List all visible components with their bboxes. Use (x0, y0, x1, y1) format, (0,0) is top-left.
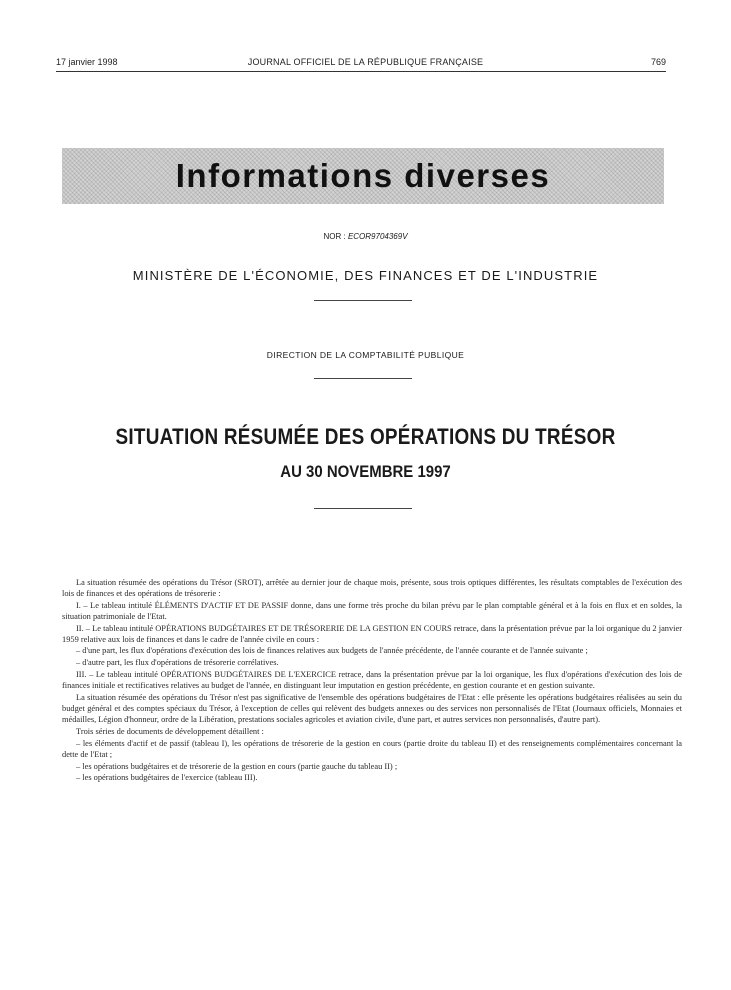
paragraph: Trois séries de documents de développement détaillent : (76, 726, 264, 736)
header-date: 17 janvier 1998 (56, 57, 118, 67)
body-text (62, 578, 682, 785)
nor-reference (0, 232, 731, 241)
document-subtitle: AU 30 NOVEMBRE 1997 (280, 462, 451, 481)
list-item: – d'une part, les flux d'opérations d'exécution des lois de finances relatives aux budgets de l'année précédente, de l'année courante et de l'année suivante ; (76, 646, 588, 656)
nor-label: NOR : (323, 232, 346, 241)
nor-code: ECOR9704369V (347, 232, 408, 241)
list-item: – les opérations budgétaires de l'exercice (tableau III). (76, 773, 258, 783)
header-journal-title: JOURNAL OFFICIEL DE LA RÉPUBLIQUE FRANÇAISE (247, 57, 484, 67)
section-banner-title: Informations diverses (175, 157, 551, 194)
paragraph: I. – Le tableau intitulé ÉLÉMENTS D'ACTIF ET DE PASSIF donne, dans une forme très proche du bilan prévu par le plan comptable général et à la fois en flux et en soldes, la situation patrimoniale de l'Etat. (62, 600, 682, 621)
header-rule (56, 71, 666, 72)
direction-heading: DIRECTION DE LA COMPTABILITÉ PUBLIQUE (266, 350, 465, 360)
paragraph: La situation résumée des opérations du Trésor (SROT), arrêtée au dernier jour de chaque mois, présente, sous trois optiques différentes, les résultats comptables de l'exécution des lois de finances et des opérations de trésorerie : (62, 578, 682, 598)
document-title: SITUATION RÉSUMÉE DES OPÉRATIONS DU TRÉSOR (115, 424, 616, 449)
header-page-number: 769 (650, 57, 666, 67)
paragraph: La situation résumée des opérations du Trésor n'est pas significative de l'ensemble des opérations budgétaires de l'Etat : elle présente les opérations budgétaires réalisées au sein du budget général et des comptes spéciaux du Trésor, à l'exception de celles qui relèvent des budgets annexes ou des services non personnalisés de l'Etat (Journaux officiels, Monnaies et médailles, Légion d'honneur, ordre de la Libération, prestations sociales agricoles et aviation civile, d'une part, et autres services non personnalisés, d'autre part). (62, 693, 682, 724)
paragraph: II. – Le tableau intitulé OPÉRATIONS BUDGÉTAIRES ET DE TRÉSORERIE DE LA GESTION EN COURS retrace, dans la présentation prévue par la loi organique du 2 janvier 1959 relative aux lois de finances et dans le cadre de l'année civile en cours : (62, 623, 682, 644)
list-item: – les éléments d'actif et de passif (tableau I), les opérations de trésorerie de la gestion en cours (partie droite du tableau II) et des renseignements complémentaires concernant la dette de l'Etat ; (62, 738, 682, 759)
paragraph: III. – Le tableau intitulé OPÉRATIONS BUDGÉTAIRES DE L'EXERCICE retrace, dans la présentation prévue par la loi organique, les flux d'opérations d'exécution des lois de finances initiale et rectificatives relatives au budget de l'année, en distinguant leur imputation en gestion précédente, en gestion courante et en gestion suivante. (62, 670, 682, 691)
divider (314, 378, 412, 379)
divider (314, 508, 412, 509)
divider (314, 300, 412, 301)
list-item: – d'autre part, les flux d'opérations de trésorerie corrélatives. (76, 658, 279, 668)
list-item: – les opérations budgétaires et de trésorerie de la gestion en cours (partie gauche du tableau II) ; (76, 761, 398, 771)
ministry-heading: MINISTÈRE DE L'ÉCONOMIE, DES FINANCES ET DE L'INDUSTRIE (132, 268, 599, 283)
